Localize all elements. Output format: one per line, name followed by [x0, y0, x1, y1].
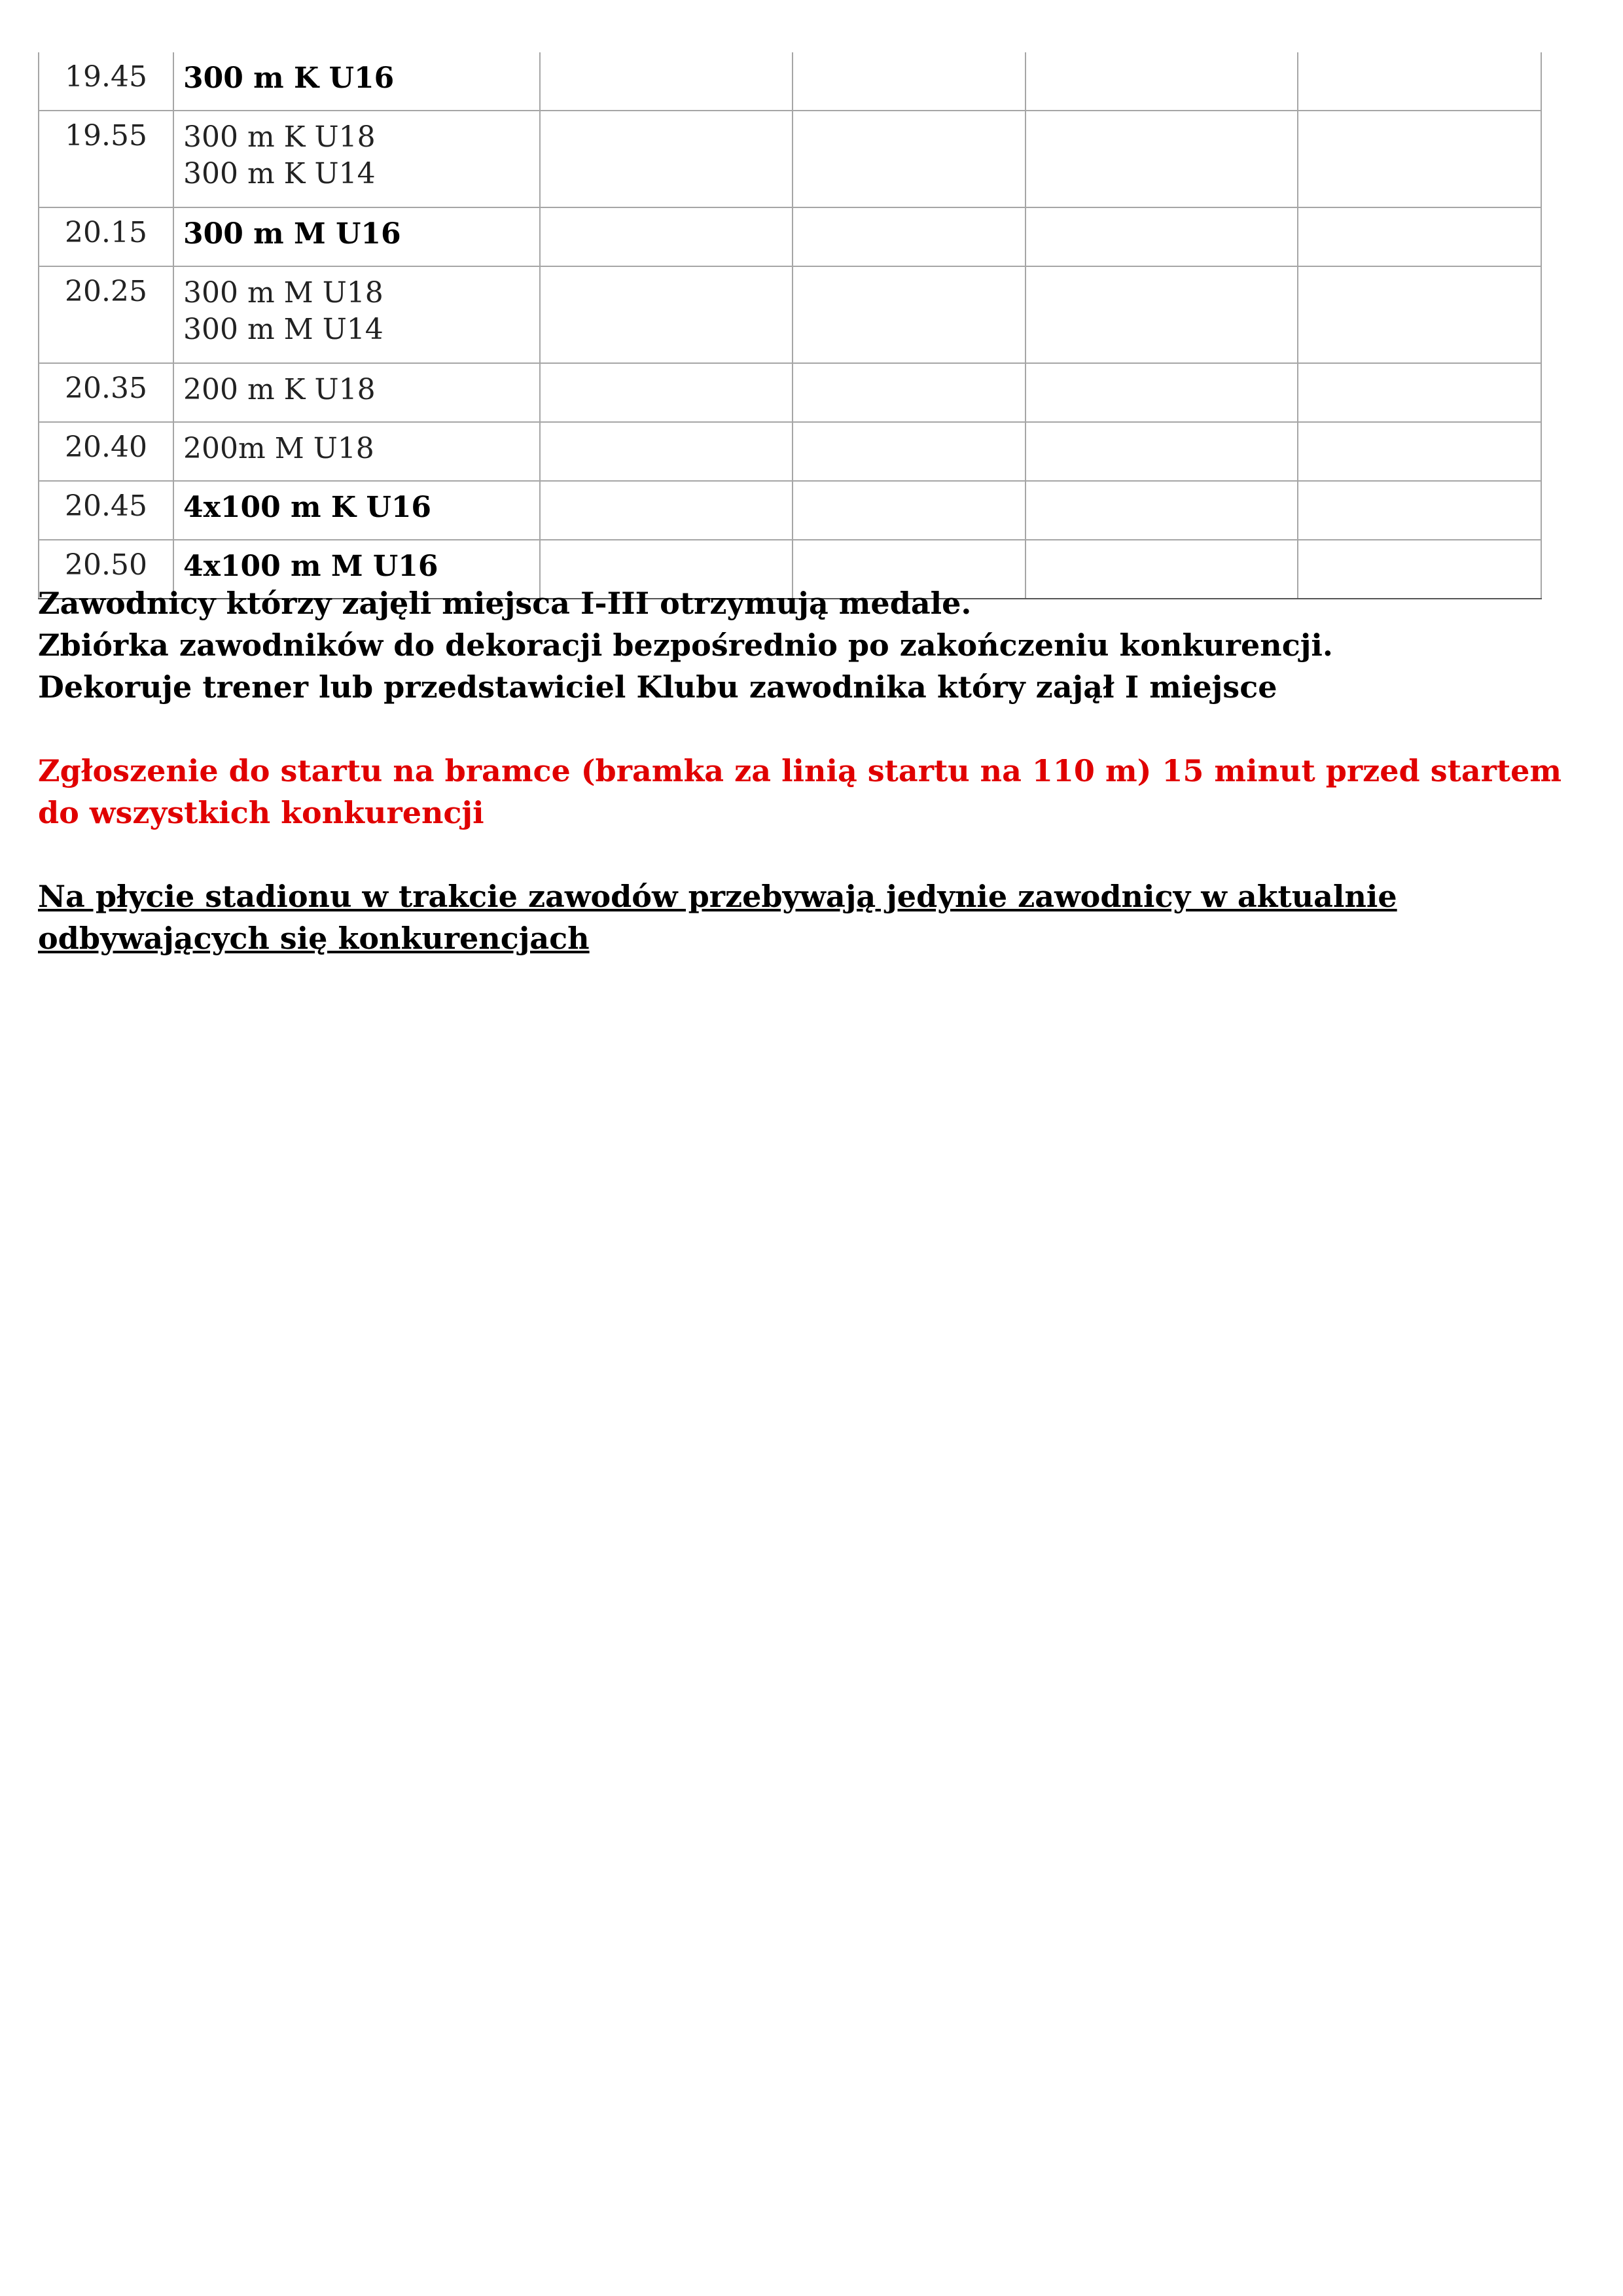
- table-row: [39, 111, 1541, 207]
- empty-cell: [1026, 207, 1298, 266]
- field-rule-note: Na płycie stadionu w trakcie zawodów przebywają jedynie zawodnicy w aktualnie odbywających się konkurencjach: [38, 879, 1397, 956]
- table-row: [39, 266, 1541, 363]
- empty-cell: [793, 266, 1026, 363]
- time-cell: 20.15: [39, 207, 173, 266]
- empty-cell: [1298, 207, 1541, 266]
- empty-cell: [540, 422, 793, 481]
- table-row: [39, 207, 1541, 266]
- empty-cell: [540, 111, 793, 207]
- event-cell: [173, 481, 540, 540]
- empty-cell: [1298, 52, 1541, 111]
- empty-cell: [793, 52, 1026, 111]
- empty-cell: [1298, 266, 1541, 363]
- schedule-table: [38, 52, 1542, 599]
- event-cell: [173, 207, 540, 266]
- event-label: 300 m M U16: [183, 217, 401, 251]
- registration-note: Zgłoszenie do startu na bramce (bramka za linią startu na 110 m) 15 minut przed startem do wszystkich konkurencji: [38, 753, 1562, 830]
- table-row: [39, 363, 1541, 422]
- empty-cell: [1298, 111, 1541, 207]
- empty-cell: [793, 422, 1026, 481]
- event-label: 300 m K U16: [183, 62, 395, 95]
- table-row: [39, 481, 1541, 540]
- empty-cell: [540, 481, 793, 540]
- table-row: [39, 52, 1541, 111]
- time-cell: 19.45: [39, 52, 173, 111]
- time-cell: 20.35: [39, 363, 173, 422]
- decorating-note: Dekoruje trener lub przedstawiciel Klubu zawodnika który zajął I miejsce: [38, 669, 1277, 705]
- empty-cell: [1298, 422, 1541, 481]
- empty-cell: [540, 207, 793, 266]
- time-cell: 20.50: [39, 540, 173, 599]
- empty-cell: [793, 207, 1026, 266]
- table-row: [39, 422, 1541, 481]
- event-cell: [173, 52, 540, 111]
- empty-cell: [1026, 111, 1298, 207]
- event-cell: [173, 363, 540, 422]
- gathering-note: Zbiórka zawodników do dekoracji bezpośrednio po zakończeniu konkurencji.: [38, 627, 1333, 663]
- time-cell: 19.55: [39, 111, 173, 207]
- event-label: 300 m M U14: [183, 313, 383, 346]
- time-cell: 20.45: [39, 481, 173, 540]
- event-label: 300 m K U14: [183, 157, 376, 190]
- empty-cell: [793, 481, 1026, 540]
- empty-cell: [1026, 481, 1298, 540]
- event-label: 200 m K U18: [183, 373, 376, 406]
- time-cell: 20.40: [39, 422, 173, 481]
- event-cell: [173, 111, 540, 207]
- empty-cell: [1298, 481, 1541, 540]
- event-cell: [173, 422, 540, 481]
- empty-cell: [1026, 266, 1298, 363]
- event-label: 4x100 m M U16: [183, 550, 438, 583]
- empty-cell: [1298, 363, 1541, 422]
- event-label: 300 m K U18: [183, 120, 376, 154]
- empty-cell: [1026, 52, 1298, 111]
- empty-cell: [540, 363, 793, 422]
- notes-section: [38, 582, 1596, 959]
- medals-note: Zawodnicy którzy zajęli miejsca I-III otrzymują medale.: [38, 586, 972, 621]
- empty-cell: [793, 363, 1026, 422]
- time-cell: 20.25: [39, 266, 173, 363]
- event-label: 300 m M U18: [183, 276, 383, 309]
- empty-cell: [540, 52, 793, 111]
- empty-cell: [1026, 363, 1298, 422]
- empty-cell: [1026, 422, 1298, 481]
- event-cell: [173, 266, 540, 363]
- empty-cell: [540, 266, 793, 363]
- empty-cell: [793, 111, 1026, 207]
- event-label: 200m M U18: [183, 432, 374, 465]
- event-label: 4x100 m K U16: [183, 491, 432, 524]
